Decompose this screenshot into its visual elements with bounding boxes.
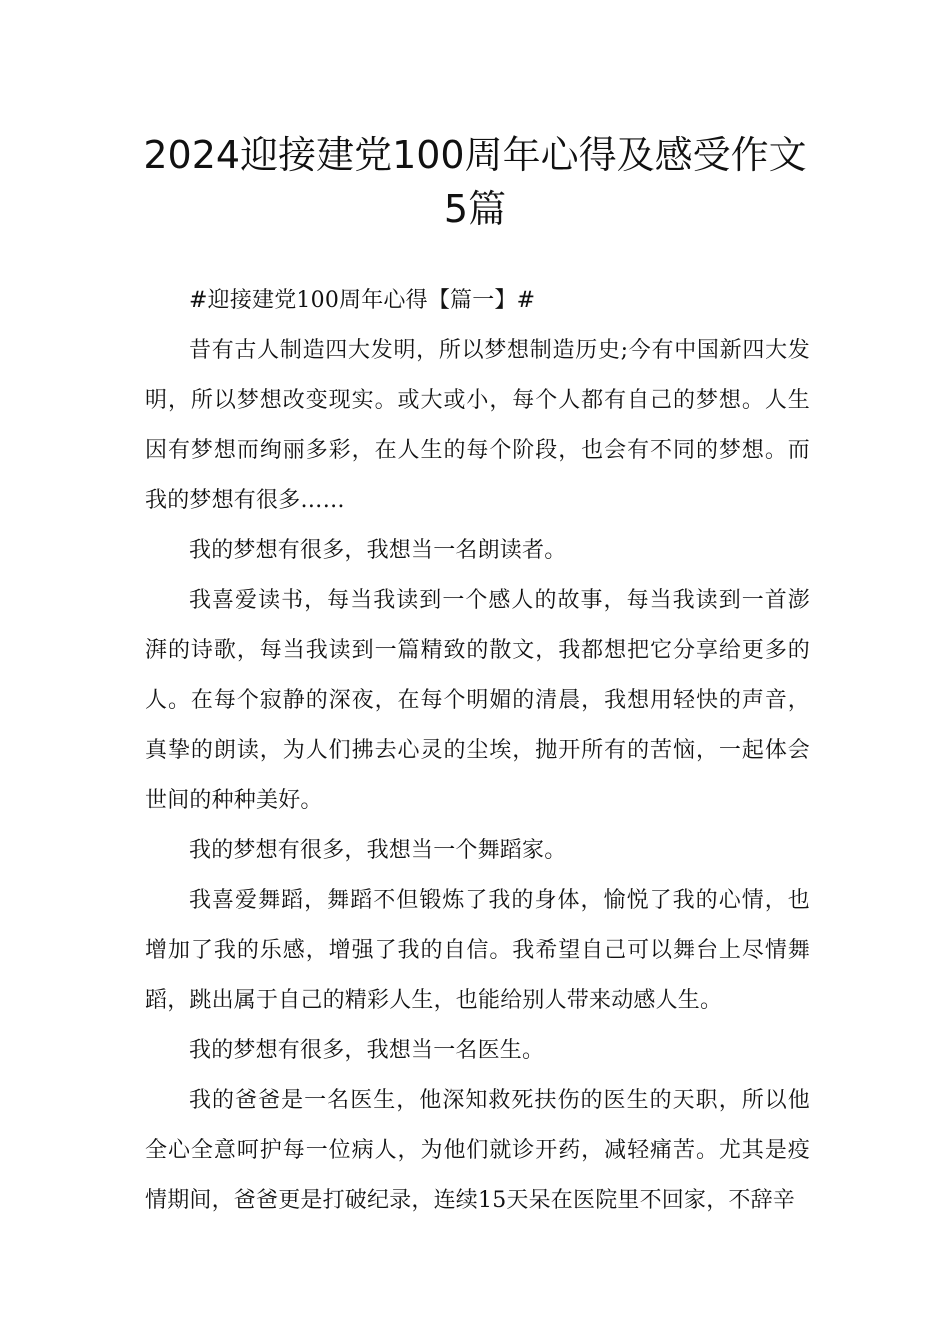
paragraph: 我的爸爸是一名医生，他深知救死扶伤的医生的天职，所以他全心全意呵护每一位病人，为他们就诊开药，减轻痛苦。尤其是疫情期间，爸爸更是打破纪录，连续15天呆在医院里不回家，不辞辛 bbox=[145, 1088, 810, 1213]
paragraph: 我喜爱舞蹈，舞蹈不但锻炼了我的身体，愉悦了我的心情，也增加了我的乐感，增强了我的自信。我希望自己可以舞台上尽情舞蹈，跳出属于自己的精彩人生，也能给别人带来动感人生。 bbox=[145, 888, 810, 1013]
title-line-2: 5篇 bbox=[443, 187, 507, 231]
paragraph: 昔有古人制造四大发明，所以梦想制造历史;今有中国新四大发明，所以梦想改变现实。或大或小，每个人都有自己的梦想。人生因有梦想而绚丽多彩，在人生的每个阶段，也会有不同的梦想。而我的梦想有很多…… bbox=[145, 338, 810, 513]
paragraph: 我喜爱读书，每当我读到一个感人的故事，每当我读到一首澎湃的诗歌，每当我读到一篇精致的散文，我都想把它分享给更多的人。在每个寂静的深夜，在每个明媚的清晨，我想用轻快的声音，真挚的朗读，为人们拂去心灵的尘埃，抛开所有的苦恼，一起体会世间的种种美好。 bbox=[145, 588, 810, 813]
title-line-1: 2024迎接建党100周年心得及感受作文 bbox=[143, 133, 807, 177]
document-body bbox=[145, 276, 810, 1226]
paragraph: 我的梦想有很多，我想当一个舞蹈家。 bbox=[189, 838, 567, 863]
paragraph: 我的梦想有很多，我想当一名医生。 bbox=[189, 1038, 545, 1063]
paragraph: 我的梦想有很多，我想当一名朗读者。 bbox=[189, 538, 567, 563]
section-heading: #迎接建党100周年心得【篇一】# bbox=[189, 288, 536, 313]
document-title bbox=[120, 128, 830, 236]
